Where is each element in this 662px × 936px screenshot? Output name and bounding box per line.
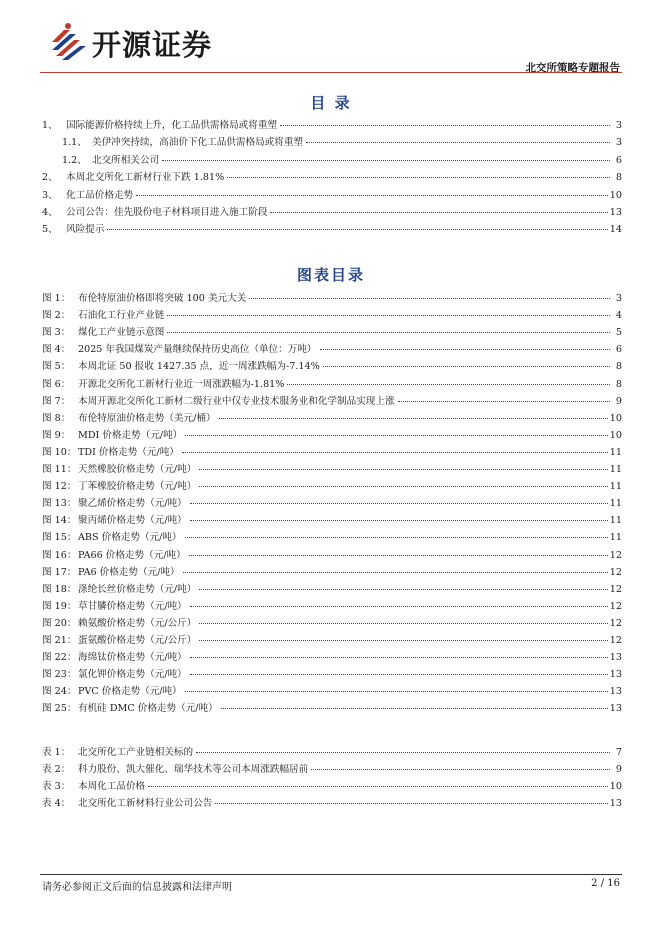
figure-entry-number: 图 13：: [42, 498, 77, 510]
figure-entry-page: 11: [609, 532, 622, 544]
figure-entry-title: 聚丙烯价格走势（元/吨）: [78, 515, 187, 527]
table-entry-title: 科力股份、凯大催化、瑞华技术等公司本周涨跌幅居前: [78, 764, 309, 776]
table-entry[interactable]: [42, 795, 622, 812]
figure-entry-number: 图 14：: [42, 515, 77, 527]
table-entry-leader-dots: [311, 769, 610, 770]
figure-entry-title: 煤化工产业链示意图: [78, 327, 165, 339]
figure-entry-leader-dots: [182, 452, 608, 453]
figure-entry-title: 本周开源北交所化工新材二级行业中仅专业技术服务业和化学制品实现上涨: [78, 395, 395, 407]
table-entry-title: 北交所化工产业链相关标的: [78, 747, 194, 758]
footer-disclaimer: 请务必参阅正文后面的信息披露和法律声明: [42, 882, 232, 893]
table-entry-title: 本周化工品价格: [78, 781, 146, 793]
figure-entry-title: MDI 价格走势（元/吨）: [78, 429, 183, 441]
figure-entry-leader-dots: [189, 555, 608, 556]
figure-entry-title: 布伦特原油价格即将突破 100 美元大关: [78, 293, 247, 304]
figure-entry-number: 图 11：: [42, 464, 77, 475]
toc-item-leader-dots: [162, 160, 610, 161]
figure-entry[interactable]: [42, 358, 622, 375]
figure-entry-number: 图 2：: [42, 310, 71, 322]
figure-entry-leader-dots: [190, 503, 608, 504]
figure-entry-title: 聚乙烯价格走势（元/吨）: [78, 498, 187, 510]
figure-entry-number: 图 19：: [42, 600, 77, 612]
figure-entry-title: ABS 价格走势（元/吨）: [78, 532, 182, 544]
figure-entry-title: 蛋氨酸价格走势（元/公斤）: [78, 635, 197, 646]
figure-entry-title: TDI 价格走势（元/吨）: [78, 446, 179, 458]
toc-item-title: 美伊冲突持续，高油价下化工品供需格局或将重塑: [92, 137, 304, 149]
toc-item-page: 3: [615, 137, 622, 149]
toc-item-title: 风险提示: [66, 224, 105, 236]
figure-entry-page: 12: [609, 566, 622, 578]
page-number: 2 / 16: [591, 878, 620, 889]
figure-entry-leader-dots: [190, 520, 608, 521]
report-type: 北交所策略专题报告: [525, 62, 620, 74]
toc-item-page: 13: [609, 207, 622, 218]
figure-entry-page: 6: [615, 344, 622, 356]
figure-entry-leader-dots: [219, 418, 608, 419]
toc-item-title: 国际能源价格持续上升，化工品供需格局或将重塑: [66, 120, 278, 131]
figure-entry-number: 图 23：: [42, 669, 77, 681]
figure-entry-leader-dots: [199, 486, 607, 487]
figure-entry-page: 11: [609, 464, 622, 475]
figure-entry-number: 图 20：: [42, 617, 77, 629]
figure-entry-leader-dots: [199, 469, 607, 470]
toc-item-leader-dots: [280, 125, 610, 126]
figure-entry-title: 石油化工行业产业链: [78, 310, 165, 322]
figure-entry[interactable]: [42, 495, 622, 512]
toc-item-page: 14: [609, 224, 622, 236]
toc-item[interactable]: [62, 152, 622, 169]
figure-entry[interactable]: [42, 700, 622, 717]
toc-item[interactable]: [42, 204, 622, 221]
toc-item-page: 6: [615, 154, 622, 166]
figure-entry-number: 图 24：: [42, 686, 77, 698]
figure-entry[interactable]: [42, 666, 622, 683]
figure-entry-page: 13: [609, 686, 622, 698]
figure-entry-page: 8: [615, 361, 622, 373]
toc-item-title: 公司公告：佳先股份电子材料项目进入施工阶段: [66, 207, 268, 218]
table-entry-leader-dots: [148, 786, 608, 787]
toc-item-number: 3、: [42, 189, 58, 201]
toc-item[interactable]: [62, 134, 622, 151]
figure-entry-number: 图 3：: [42, 327, 71, 339]
figure-entry-number: 图 7：: [42, 395, 71, 407]
figure-entry-page: 5: [615, 327, 622, 339]
figure-entry-leader-dots: [167, 315, 610, 316]
table-entry-page: 9: [615, 764, 622, 776]
figure-entry[interactable]: [42, 427, 622, 444]
figure-entry-title: 氯化钾价格走势（元/吨）: [78, 669, 187, 681]
figure-entry-title: 涤纶长丝价格走势（元/吨）: [78, 583, 197, 595]
table-entry-number: 表 1：: [42, 747, 71, 758]
figure-entry-leader-dots: [190, 674, 608, 675]
figure-entry-title: 布伦特原油价格走势（美元/桶）: [78, 412, 216, 424]
figure-entry[interactable]: [42, 307, 622, 324]
figure-entry-page: 13: [609, 669, 622, 681]
toc-item[interactable]: [42, 169, 622, 186]
toc-item-page: 3: [615, 120, 622, 131]
figure-entry[interactable]: [42, 615, 622, 632]
figure-entry-title: 丁苯橡胶价格走势（元/吨）: [78, 481, 197, 493]
table-entry-number: 表 3：: [42, 781, 71, 793]
table-entry-number: 表 2：: [42, 764, 71, 776]
figure-entry-leader-dots: [190, 606, 608, 607]
figure-entry-number: 图 18：: [42, 583, 77, 595]
figure-entry[interactable]: [42, 410, 622, 427]
figure-entry-number: 图 9：: [42, 429, 71, 441]
figure-entry-page: 13: [609, 652, 622, 664]
toc-item-number: 1、: [42, 120, 58, 131]
footer-divider: [40, 874, 622, 875]
toc-item-number: 4、: [42, 207, 58, 218]
figure-entry-page: 10: [609, 412, 622, 424]
table-entry[interactable]: [42, 778, 622, 795]
figure-entry[interactable]: [42, 461, 622, 478]
table-entry-leader-dots: [196, 752, 610, 753]
figure-entry-page: 11: [609, 446, 622, 458]
toc-item-title: 本周北交所化工新材行业下跌 1.81%: [66, 172, 225, 184]
figure-entry-page: 4: [615, 310, 622, 322]
figure-entry-page: 12: [609, 583, 622, 595]
toc-item[interactable]: [42, 117, 622, 134]
figures-title: 图表目录: [296, 266, 365, 284]
table-entry[interactable]: [42, 761, 622, 778]
toc-item-title: 化工品价格走势: [66, 189, 134, 201]
figure-entry-page: 12: [609, 600, 622, 612]
figure-entry-leader-dots: [249, 298, 610, 299]
figure-entry[interactable]: [42, 324, 622, 341]
toc-item[interactable]: [42, 221, 622, 238]
figure-entry-number: 图 12：: [42, 481, 77, 493]
toc-item-leader-dots: [306, 142, 610, 143]
figure-entry-title: PA6 价格走势（元/吨）: [78, 566, 180, 578]
figure-entry[interactable]: [42, 393, 622, 410]
figure-entry-number: 图 17：: [42, 566, 77, 578]
figure-entry-title: 有机硅 DMC 价格走势（元/吨）: [78, 703, 218, 715]
figure-entry-page: 12: [609, 549, 622, 561]
figure-entry-page: 9: [615, 395, 622, 407]
figure-entry[interactable]: [42, 547, 622, 564]
figure-entry-number: 图 21：: [42, 635, 77, 646]
figure-entry[interactable]: [42, 512, 622, 529]
table-entry-leader-dots: [215, 803, 607, 804]
table-entry-page: 13: [609, 798, 622, 810]
figure-entry-number: 图 15：: [42, 532, 77, 544]
table-entry-page: 10: [609, 781, 622, 793]
figure-entry[interactable]: [42, 564, 622, 581]
toc-item[interactable]: [42, 187, 622, 204]
figure-entry-title: 天然橡胶价格走势（元/吨）: [78, 464, 197, 475]
toc-item-number: 2、: [42, 172, 58, 184]
figure-entry[interactable]: [42, 632, 622, 649]
figure-entry-leader-dots: [320, 349, 610, 350]
figure-entry-leader-dots: [167, 332, 610, 333]
toc-item-title: 北交所相关公司: [92, 154, 160, 166]
figure-entry-leader-dots: [287, 384, 610, 385]
toc-item-leader-dots: [107, 229, 607, 230]
figure-entry-page: 12: [609, 635, 622, 646]
figure-entry[interactable]: [42, 444, 622, 461]
figure-entry-leader-dots: [185, 537, 608, 538]
figure-entry-number: 图 1：: [42, 293, 71, 304]
figure-entry-leader-dots: [221, 708, 608, 709]
figure-entry-leader-dots: [199, 623, 607, 624]
figure-entry[interactable]: [42, 529, 622, 546]
figure-entry-leader-dots: [185, 691, 608, 692]
table-entry-number: 表 4：: [42, 798, 71, 810]
toc-item-leader-dots: [227, 177, 610, 178]
toc-item-leader-dots: [270, 212, 607, 213]
figure-entry-number: 图 6：: [42, 378, 71, 390]
table-entry[interactable]: [42, 744, 622, 761]
figure-entry-number: 图 4：: [42, 344, 71, 356]
figure-entry-page: 11: [609, 481, 622, 493]
figure-entry-number: 图 25：: [42, 703, 77, 715]
figure-entry-title: 赖氨酸价格走势（元/公斤）: [78, 617, 197, 629]
toc-item-number: 1.1、: [62, 137, 87, 149]
figure-entry-title: 海绵钛价格走势（元/吨）: [78, 652, 187, 664]
figure-entry-page: 3: [615, 293, 622, 304]
figure-entry-title: 草甘膦价格走势（元/吨）: [78, 600, 187, 612]
figure-entry-leader-dots: [199, 589, 607, 590]
figure-entry-leader-dots: [183, 572, 608, 573]
toc-title: 目 录: [310, 94, 352, 112]
toc-item-leader-dots: [136, 195, 608, 196]
figure-entry[interactable]: [42, 598, 622, 615]
figure-entry[interactable]: [42, 683, 622, 700]
figure-entry-title: 2025 年我国煤炭产量继续保持历史高位（单位：万吨）: [78, 344, 317, 356]
figure-entry-page: 12: [609, 617, 622, 629]
figure-entry-leader-dots: [398, 401, 610, 402]
figure-entry-number: 图 5：: [42, 361, 71, 373]
figure-entry-number: 图 8：: [42, 412, 71, 424]
figure-entry-page: 13: [609, 703, 622, 715]
figure-entry[interactable]: [42, 478, 622, 495]
figure-entry-title: PA66 价格走势（元/吨）: [78, 549, 186, 561]
figure-entry[interactable]: [42, 649, 622, 666]
table-entry-page: 7: [615, 747, 622, 758]
figure-entry-leader-dots: [323, 366, 610, 367]
figure-entry-title: PVC 价格走势（元/吨）: [78, 686, 182, 698]
figure-entry-leader-dots: [185, 435, 607, 436]
toc-item-page: 10: [609, 189, 622, 201]
logo-mark-icon: [48, 20, 92, 64]
toc-item-number: 1.2、: [62, 154, 87, 166]
figure-entry-number: 图 10：: [42, 446, 77, 458]
table-entry-title: 北交所化工新材料行业公司公告: [78, 798, 213, 810]
figure-entry-title: 开源北交所化工新材行业近一周涨跌幅为-1.81%: [78, 378, 285, 390]
figure-entry-number: 图 22：: [42, 652, 77, 664]
figure-entry-leader-dots: [190, 657, 608, 658]
toc-item-page: 8: [615, 172, 622, 184]
figure-entry-page: 11: [609, 515, 622, 527]
figure-entry-number: 图 16：: [42, 549, 77, 561]
figure-entry-page: 8: [615, 378, 622, 390]
figure-entry[interactable]: [42, 341, 622, 358]
figure-entry-page: 10: [609, 429, 622, 441]
figure-entry-leader-dots: [199, 640, 607, 641]
figure-entry[interactable]: [42, 290, 622, 307]
header-divider: [40, 72, 622, 73]
toc-item-number: 5、: [42, 224, 58, 236]
figure-entry-title: 本周北证 50 报收 1427.35 点，近一周涨跌幅为-7.14%: [78, 361, 320, 373]
figure-entry-page: 11: [609, 498, 622, 510]
figure-entry[interactable]: [42, 581, 622, 598]
figure-entry[interactable]: [42, 376, 622, 393]
brand-name: 开源证券: [92, 28, 213, 62]
